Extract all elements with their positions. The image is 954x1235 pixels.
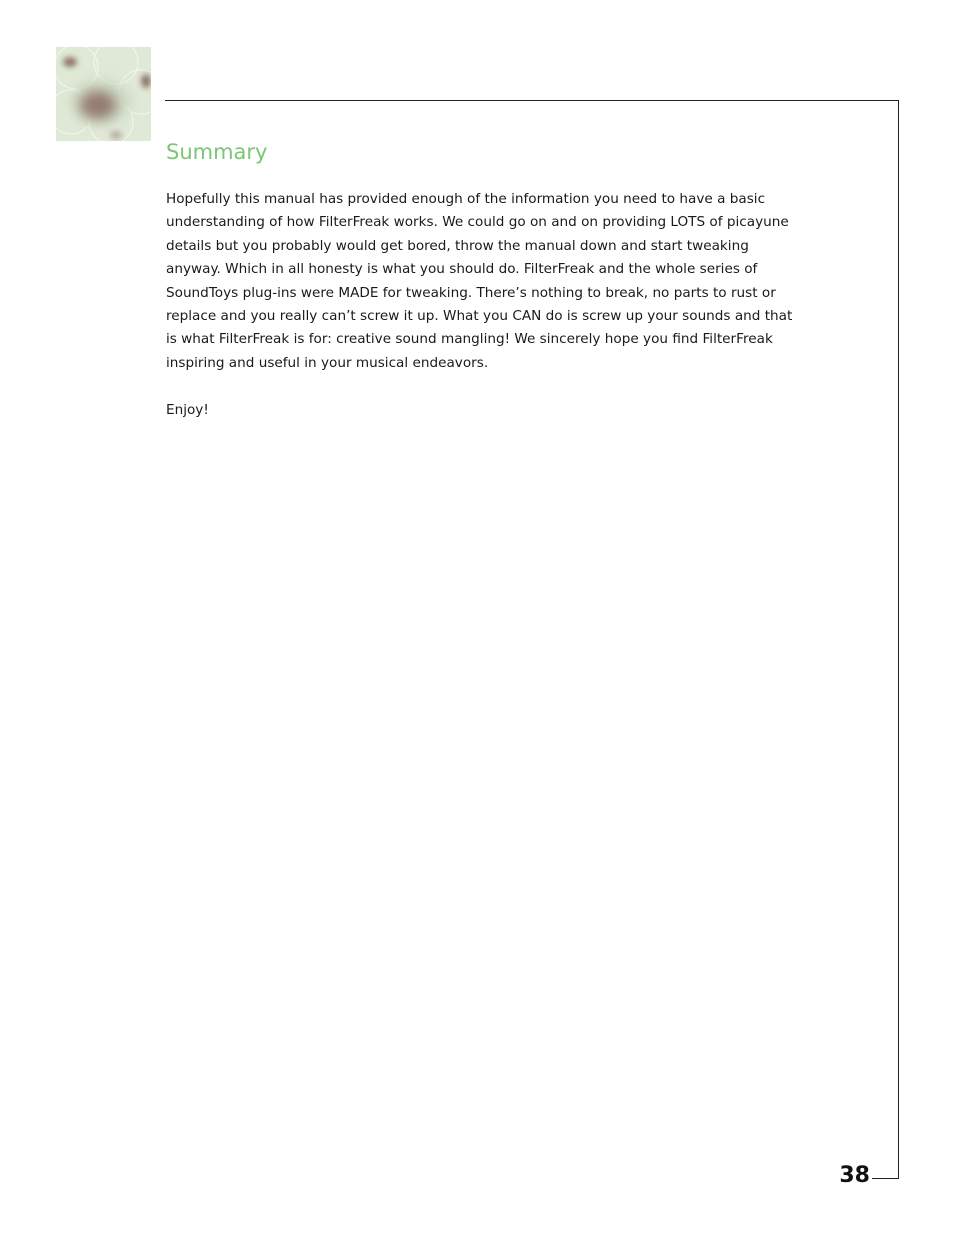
page-number: 38 bbox=[839, 1163, 870, 1188]
section-title: Summary bbox=[166, 140, 268, 164]
decorative-corner-image bbox=[56, 47, 151, 141]
page-content bbox=[166, 137, 806, 423]
frame-right-rule bbox=[898, 100, 899, 1179]
closing-line: Enjoy! bbox=[166, 402, 209, 419]
summary-paragraph: Hopefully this manual has provided enough of the information you need to have a basic understanding of how FilterFreak works. We could go on and on providing LOTS of picayune details but you probably would get bored, throw the manual down and start tweaking anyway. Which in all honesty is what you should do. FilterFreak and the whole series of SoundToys plug-ins were MADE for tweaking. There’s nothing to break, no parts to rust or replace and you really can’t screw it up. What you CAN do is screw up your sounds and that is what FilterFreak is for: creative sound mangling! We sincerely hope you find FilterFreak inspiring and useful in your musical endeavors. bbox=[166, 191, 793, 371]
frame-bottom-rule bbox=[872, 1178, 899, 1179]
frame-top-rule bbox=[165, 100, 899, 101]
